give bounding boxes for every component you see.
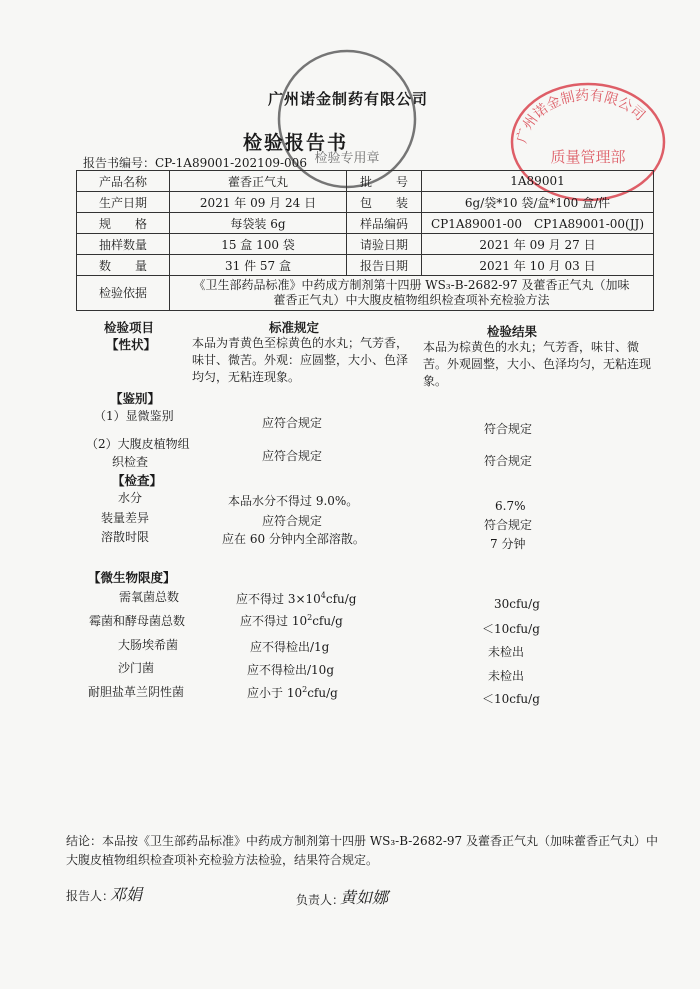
mold-yeast-standard: 应不得过 $10^2cfu/g$ [240,613,343,628]
salmonella-label: 沙门菌 [118,661,155,675]
aerobic-result: 30cfu/g [494,597,540,611]
moisture-standard: 本品水分不得过 9.0%。 [228,494,359,508]
svg-text:质量管理部: 质量管理部 [550,148,626,166]
bile-tolerant-standard: 应小于 $10^2cfu/g$ [247,685,338,700]
column-item: 检验项目 [104,320,155,335]
section-microbial: 【微生物限度】 [88,570,176,585]
responsible-signature: 黄如娜 [340,888,389,907]
micro-id-result: 符合规定 [484,422,533,436]
disintegration-result: 7 分钟 [490,537,526,551]
mfg-date-value: 2021 年 09 月 24 日 [170,192,347,213]
pack-label: 包 装 [347,192,422,213]
section-inspection: 【检查】 [112,473,163,488]
fill-variation-label: 装量差异 [101,511,150,525]
basis-line-2: 藿香正气丸）中大腹皮植物组织检查项补充检验方法 [273,293,550,307]
disintegration-standard: 应在 60 分钟内全部溶散。 [222,532,365,546]
salmonella-standard: 应不得检出/10g [247,663,334,677]
fill-variation-result: 符合规定 [484,518,533,532]
basis-value [170,276,654,311]
sample-qty-value: 15 盒 100 袋 [170,234,347,255]
pack-value: 6g/袋*10 袋/盒*100 盒/件 [422,192,654,213]
ecoli-result: 未检出 [488,645,525,659]
mold-yeast-label: 霉菌和酵母菌总数 [89,614,186,628]
mfg-date-label: 生产日期 [77,192,170,213]
aerobic-standard: 应不得过 $3\times 10^4cfu/g$ [236,591,357,606]
company-name: 广州诺金制药有限公司 [268,90,429,108]
product-info-table [76,170,654,311]
micro-id-standard: 应符合规定 [262,416,323,430]
properties-result: 本品为棕黄色的水丸；气芳香，味甘、微苦。外观圆整，大小、色泽均匀，无粘连现象。 [423,340,652,388]
basis-line-1: 《卫生部药品标准》中药成方制剂第十四册 WS₃-B-2682-97 及藿香正气丸（加味 [193,278,630,292]
bile-tolerant-result: ＜10cfu/g [482,692,540,706]
svg-text:检验专用章: 检验专用章 [314,151,380,166]
tissue-check-label-1: （2）大腹皮植物组 [86,437,190,451]
sample-code-label: 样品编码 [347,213,422,234]
tissue-check-result: 符合规定 [484,454,533,468]
product-label: 产品名称 [77,171,170,192]
report-date-label: 报告日期 [347,255,422,276]
ecoli-label: 大肠埃希菌 [118,638,179,652]
spec-value: 每袋装 6g [170,213,347,234]
request-date-label: 请验日期 [347,234,422,255]
column-result: 检验结果 [487,324,538,339]
moisture-label: 水分 [118,491,143,505]
conclusion: 结论：本品按《卫生部药品标准》中药成方制剂第十四册 WS₃-B-2682-97 及藿香正气丸（加味藿香正气丸）中大腹皮植物组织检查项补充检验方法检验，结果符合规定。 [66,834,659,867]
batch-label: 批 号 [347,171,422,192]
tissue-check-label-2: 织检查 [112,455,149,469]
product-value: 藿香正气丸 [170,171,347,192]
sample-code-value: CP1A89001-00 CP1A89001-00(JJ) [422,213,654,234]
sample-qty-label: 抽样数量 [77,234,170,255]
spec-label: 规 格 [77,213,170,234]
section-properties: 【性状】 [106,337,157,352]
report-number: 报告书编号：CP-1A89001-202109-006 [83,156,307,170]
section-identification: 【鉴别】 [110,391,161,406]
svg-text:广州诺金制药有限公司: 广州诺金制药有限公司 [514,87,648,146]
tissue-check-standard: 应符合规定 [262,449,323,463]
properties-standard: 本品为青黄色至棕黄色的水丸；气芳香，味甘、微苦。外观：应圆整，大小、色泽均匀，无粘连现象。 [192,336,409,384]
ecoli-standard: 应不得检出/1g [250,640,330,654]
report-date-value: 2021 年 10 月 03 日 [422,255,654,276]
batch-value: 1A89001 [422,171,654,192]
salmonella-result: 未检出 [488,669,525,683]
column-standard: 标准规定 [269,320,320,335]
fill-variation-standard: 应符合规定 [262,514,323,528]
responsible-label: 负责人： [296,893,345,907]
quantity-label: 数 量 [77,255,170,276]
aerobic-label: 需氧菌总数 [119,590,180,604]
quantity-value: 31 件 57 盒 [170,255,347,276]
request-date-value: 2021 年 09 月 27 日 [422,234,654,255]
disintegration-label: 溶散时限 [101,530,150,544]
bile-tolerant-label: 耐胆盐革兰阴性菌 [88,685,185,699]
mold-yeast-result: ＜10cfu/g [482,622,540,636]
moisture-result: 6.7% [495,499,526,513]
reporter-label: 报告人： [66,889,115,903]
reporter-signature: 邓娟 [110,885,143,904]
basis-label: 检验依据 [77,276,170,311]
page-title: 检验报告书 [243,132,349,154]
micro-id-label: （1）显微鉴别 [94,409,174,423]
